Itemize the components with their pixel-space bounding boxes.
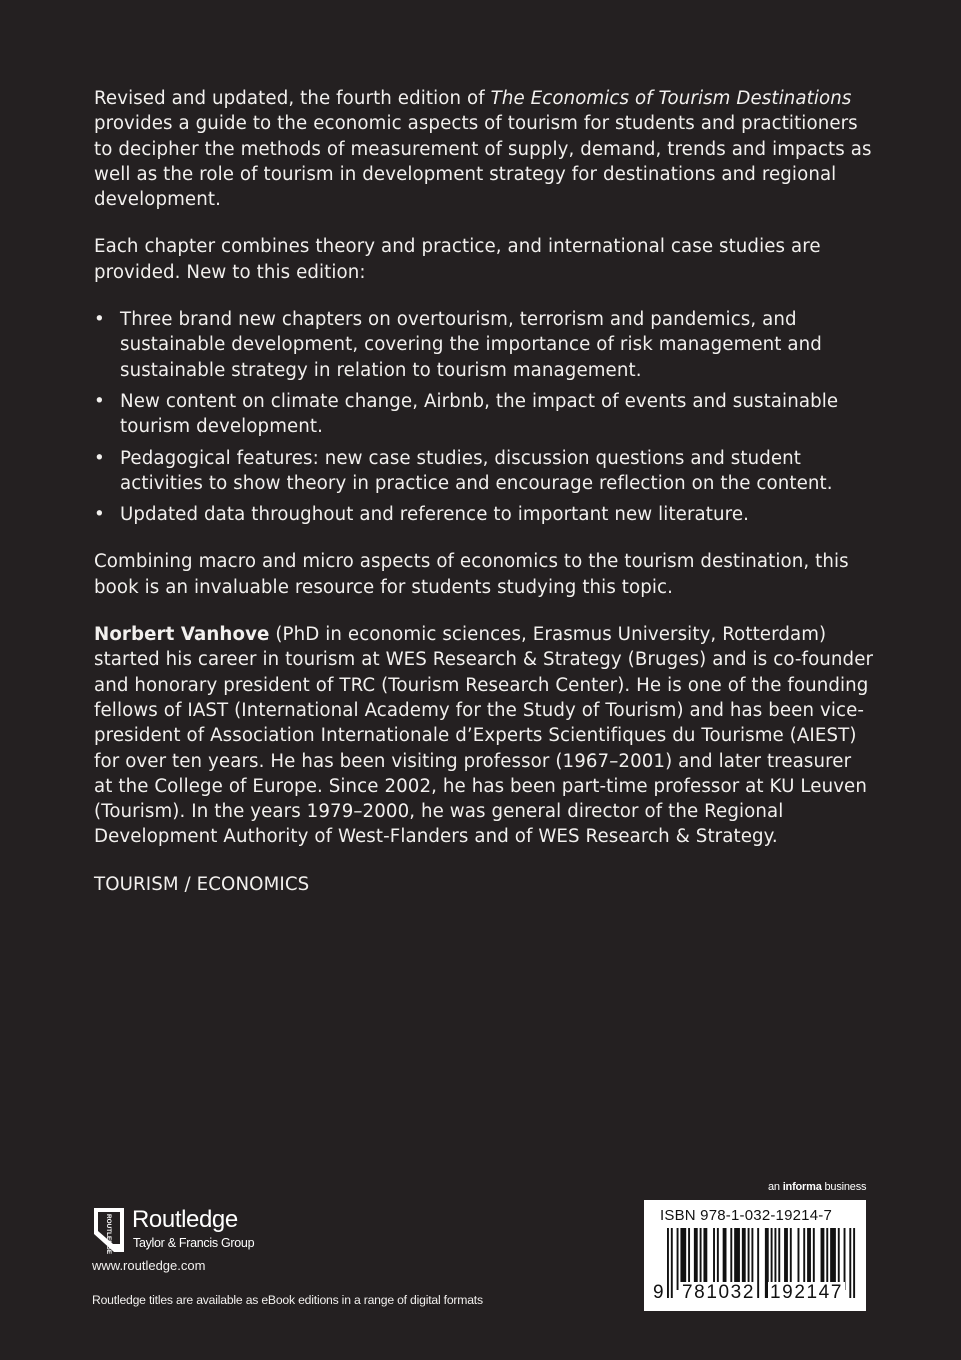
bullet-icon: •: [94, 309, 105, 331]
book-title: The Economics of Tourism Destinations: [490, 88, 852, 109]
list-item: • Three brand new chapters on overtourism, terrorism and pandemics, and sustainable development, covering the importance of risk management and sustainable strategy in relation to tourism management.: [94, 309, 822, 381]
informa-tagline: an informa business: [768, 1181, 867, 1193]
barcode-bar: [807, 1228, 811, 1290]
barcode-bar: [757, 1228, 759, 1298]
bullet-icon: •: [94, 390, 105, 412]
list-item: • Updated data throughout and reference to important new literature.: [94, 502, 874, 527]
barcode-bar: [774, 1228, 776, 1290]
barcode-bar: [813, 1228, 815, 1290]
back-cover-text: [94, 86, 874, 919]
barcode-bar: [803, 1228, 805, 1290]
barcode-bar: [748, 1228, 750, 1290]
barcode-digits-left: 781032: [682, 1282, 756, 1303]
barcode-bar: [680, 1228, 686, 1290]
isbn-label: ISBN 978-1-032-19214-7: [660, 1207, 833, 1224]
bullet-icon: •: [94, 504, 105, 526]
barcode-bar: [734, 1228, 740, 1290]
barcode-bar: [677, 1228, 679, 1290]
barcode-bar: [713, 1228, 715, 1290]
publisher-logo: [92, 1206, 332, 1256]
barcode-bar: [778, 1228, 780, 1290]
barcode-bar: [838, 1228, 840, 1290]
barcode-bar: [784, 1228, 788, 1290]
informa-brand: informa: [782, 1181, 822, 1193]
intro-text-end: provides a guide to the economic aspects of tourism for students and practitioners to decipher the methods of measurement of supply, demand, trends and impacts as well as the role of tourism in development strategy for destinations and regional development.: [94, 113, 872, 211]
barcode-bar: [723, 1228, 727, 1290]
isbn-barcode: [644, 1200, 866, 1311]
summary-paragraph: Combining macro and micro aspects of economics to the tourism destination, this book is an invaluable resource for students studying this topic.: [94, 551, 849, 598]
barcode-bar: [830, 1228, 836, 1290]
new-features-list: [94, 307, 874, 527]
barcode-bar: [688, 1228, 690, 1290]
author-bio-text: (PhD in economic sciences, Erasmus University, Rotterdam) started his career in tourism at WES Research & Strategy (Bruges) and is co-founder and honorary president of TRC (Tourism Research Center). He is one of the founding fellows of IAST (International Academy for the Study of Tourism) and has been vice-president of Association Internationale d’Experts Scientifiques du Tourisme (AIEST) for over ten years. He has been visiting professor (1967–2001) and later treasurer at the College of Europe. Since 2002, he has been part-time professor at KU Leuven (Tourism). In the years 1979–2000, he was general director of the Regional Development Authority of West-Flanders and of WES Research & Strategy.: [94, 624, 874, 848]
barcode-bar: [849, 1228, 851, 1298]
barcode-bar: [826, 1228, 828, 1290]
barcode-bar: [742, 1228, 746, 1290]
barcode-bar: [751, 1228, 753, 1290]
author-bio: [94, 622, 874, 850]
barcode-bar: [790, 1228, 792, 1290]
barcode-bar: [667, 1228, 669, 1298]
publisher-name: Routledge: [132, 1206, 238, 1233]
list-item: • New content on climate change, Airbnb, the impact of events and sustainable tourism development.: [94, 390, 839, 438]
barcode-bar: [771, 1228, 773, 1290]
barcode-bar: [703, 1228, 707, 1290]
barcode-bar: [844, 1228, 846, 1290]
routledge-logo-icon: [92, 1206, 126, 1254]
bullet-icon: •: [94, 447, 105, 469]
barcode-bar: [798, 1228, 800, 1290]
list-item: • Pedagogical features: new case studies, discussion questions and student activities to show theory in practice and encourage reflection on the content.: [94, 447, 833, 494]
publisher-group: Taylor & Francis Group: [133, 1236, 255, 1250]
barcode-bar: [730, 1228, 732, 1290]
intro-paragraph: [94, 86, 874, 212]
barcode-bar: [671, 1228, 673, 1298]
barcode-bar: [700, 1228, 702, 1290]
barcode-bar: [717, 1228, 719, 1290]
subject-category: TOURISM / ECONOMICS: [94, 873, 310, 895]
barcode-bar: [853, 1228, 855, 1298]
intro-text-start: Revised and updated, the fourth edition of: [94, 88, 491, 109]
barcode-bar: [821, 1228, 825, 1290]
ebook-note: Routledge titles are available as eBook editions in a range of digital formats: [92, 1293, 483, 1307]
barcode-bar: [694, 1228, 698, 1290]
publisher-website-link[interactable]: www.routledge.com: [92, 1258, 206, 1273]
chapters-paragraph: Each chapter combines theory and practice, and international case studies are provided. New to this edition:: [94, 236, 821, 283]
logo-mark-text: ROUTLEDGE: [105, 1214, 112, 1254]
barcode-digits-right: 192147: [770, 1282, 844, 1303]
author-name: Norbert Vanhove: [94, 624, 270, 646]
barcode-lead-digit: 9: [653, 1282, 664, 1303]
